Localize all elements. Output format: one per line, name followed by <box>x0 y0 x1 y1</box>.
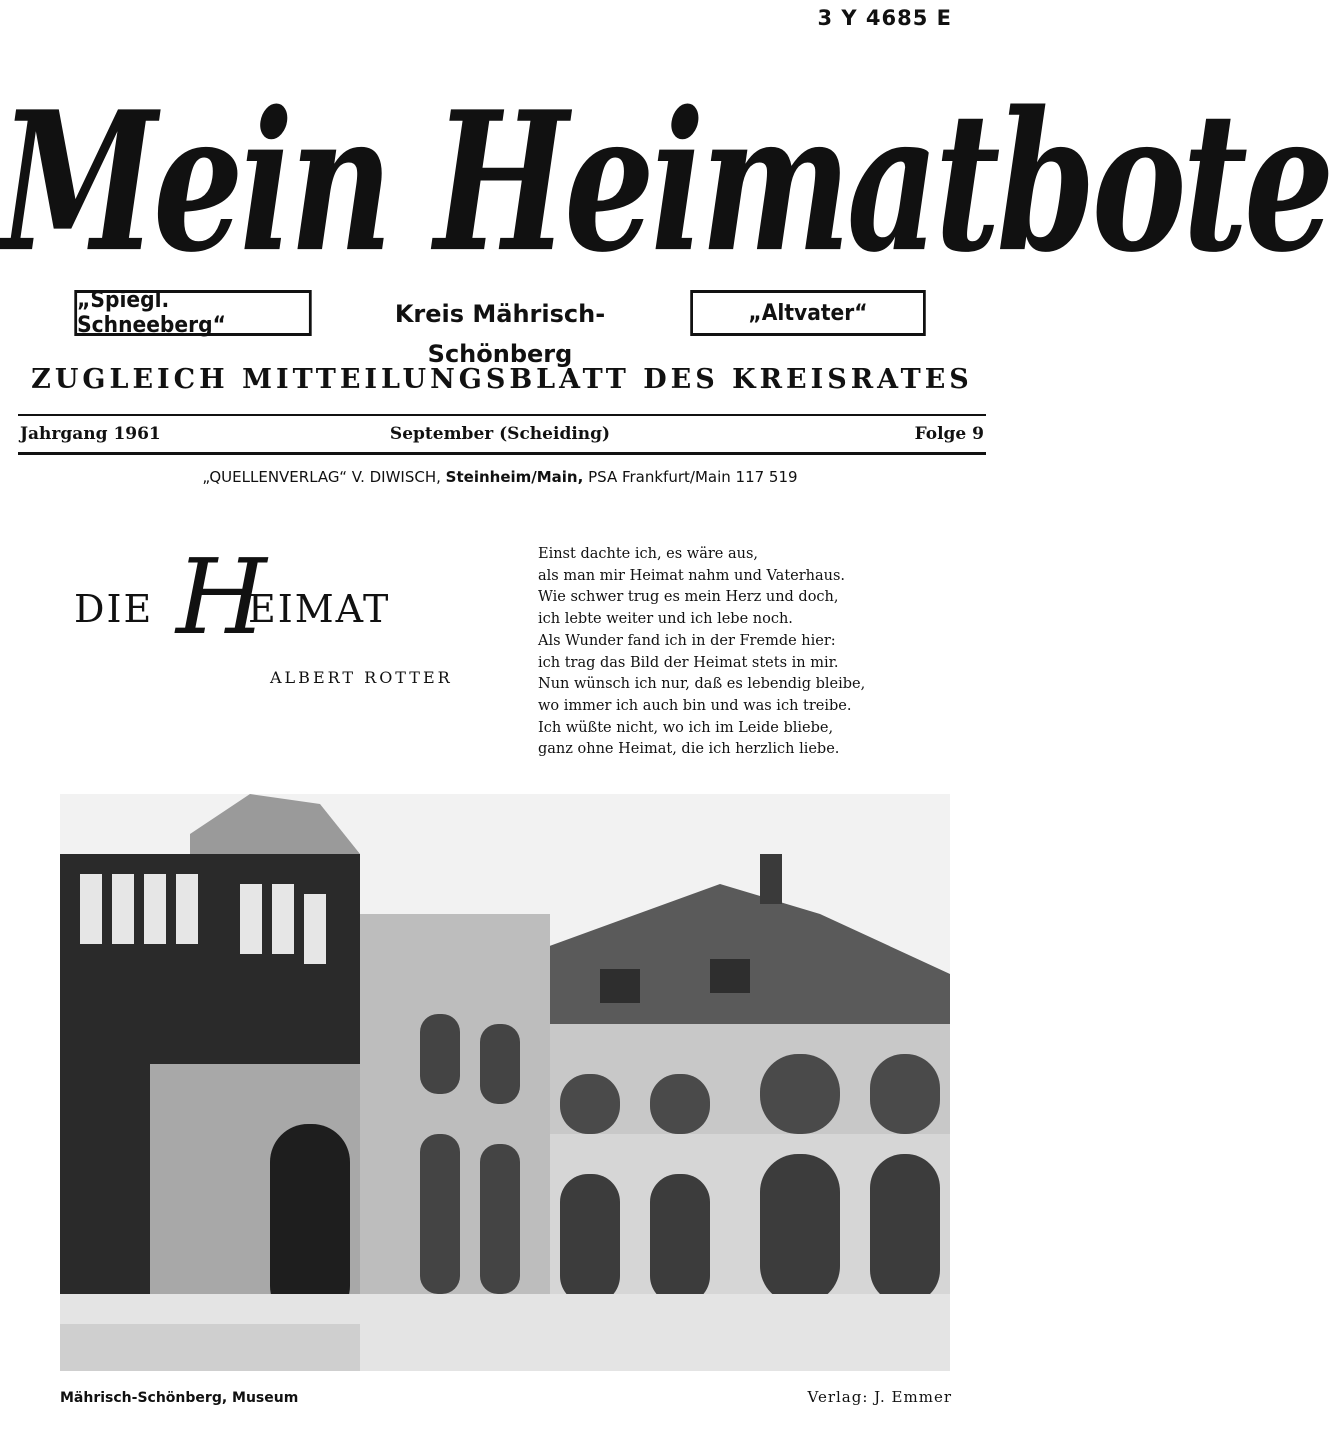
divider-top <box>18 414 986 416</box>
region-box-right <box>690 290 926 336</box>
region-box-left-label: „Spiegl. Schneeberg“ <box>77 288 226 338</box>
poem-line: ganz ohne Heimat, die ich herzlich liebe. <box>538 741 840 758</box>
museum-photo <box>60 794 950 1371</box>
masthead-title: Mein Heimatbote <box>0 70 1330 296</box>
publisher-line <box>0 468 1000 486</box>
subtitle: ZUGLEICH MITTEILUNGSBLATT DES KREISRATES <box>31 364 973 395</box>
poem-line: Wie schwer trug es mein Herz und doch, <box>538 589 839 606</box>
issue-month: September (Scheiding) <box>389 424 611 444</box>
poem-line: als man mir Heimat nahm und Vaterhaus. <box>538 567 846 584</box>
poem-line: ich lebte weiter und ich lebe noch. <box>538 611 793 628</box>
poem-line: wo immer ich auch bin und was ich treibe. <box>538 697 852 714</box>
publisher-place: Steinheim/Main, <box>445 468 584 486</box>
poem-text <box>538 544 958 761</box>
issue-number: Folge 9 <box>914 424 984 444</box>
district-label: Kreis Mährisch-Schönberg <box>394 300 606 368</box>
poem-line: Einst dachte ich, es wäre aus, <box>538 546 758 562</box>
divider-bottom <box>18 452 986 455</box>
issue-volume: Jahrgang 1961 <box>20 424 161 444</box>
poem-author: ALBERT ROTTER <box>270 668 453 687</box>
poem-title <box>68 536 428 658</box>
poem-line: ich trag das Bild der Heimat stets in mir. <box>538 654 839 671</box>
region-box-right-label: „Altvater“ <box>748 300 868 326</box>
publisher-psa: PSA Frankfurt/Main 117 519 <box>588 468 798 486</box>
poem-title-rest: EIMAT <box>248 587 391 631</box>
poem-line: Ich wüßte nicht, wo ich im Leide bliebe, <box>538 719 834 736</box>
poem-line: Als Wunder fand ich in der Fremde hier: <box>538 632 836 649</box>
photo-credit: Verlag: J. Emmer <box>807 1388 952 1406</box>
post-code: 3 Y 4685 E <box>817 6 952 30</box>
publisher-name: „QUELLENVERLAG“ V. DIWISCH, <box>202 468 441 486</box>
photo-caption: Mährisch-Schönberg, Museum <box>60 1390 299 1406</box>
poem-title-die: DIE <box>74 587 154 631</box>
region-box-left <box>74 290 311 336</box>
poem-line: Nun wünsch ich nur, daß es lebendig bleibe, <box>538 676 866 693</box>
poem-title-initial: H <box>176 536 267 658</box>
